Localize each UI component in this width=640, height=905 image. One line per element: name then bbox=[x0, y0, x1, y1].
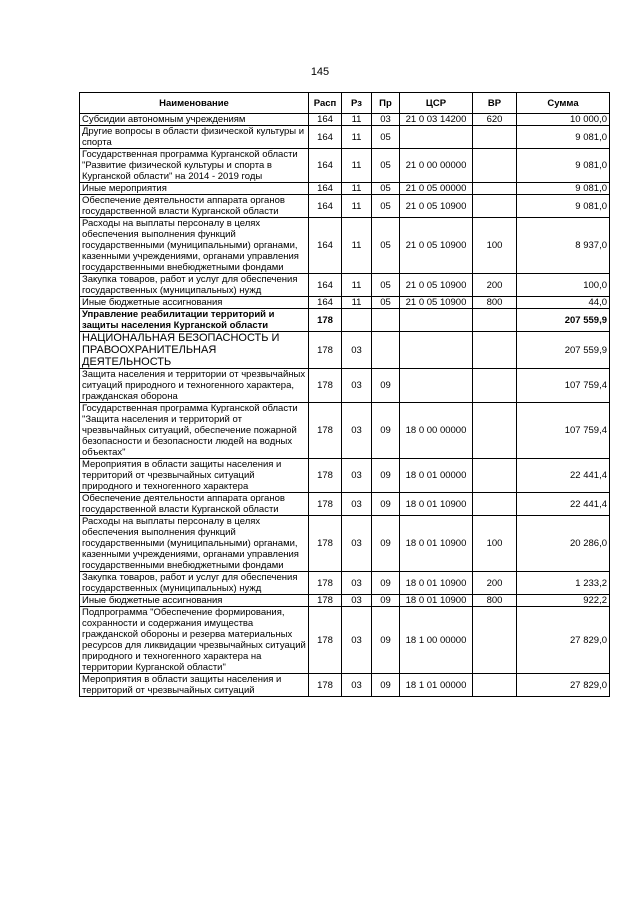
cell-rz: 03 bbox=[342, 403, 372, 459]
cell-pr: 09 bbox=[372, 369, 400, 403]
cell-vr bbox=[473, 126, 517, 149]
cell-name: Субсидии автономным учреждениям bbox=[80, 114, 309, 126]
header-sum: Сумма bbox=[517, 93, 610, 114]
cell-rasp: 164 bbox=[309, 126, 342, 149]
cell-sum: 8 937,0 bbox=[517, 218, 610, 274]
cell-vr: 620 bbox=[473, 114, 517, 126]
cell-rz: 11 bbox=[342, 218, 372, 274]
cell-name: Расходы на выплаты персоналу в целях обеспечения выполнения функций государственными (муниципальными) органами, казенными учреждениями, органами управления государственными внебюджетными фондами bbox=[80, 218, 309, 274]
cell-vr: 200 bbox=[473, 572, 517, 595]
table-row bbox=[80, 493, 610, 516]
cell-sum: 100,0 bbox=[517, 274, 610, 297]
cell-rz: 11 bbox=[342, 297, 372, 309]
cell-rasp: 178 bbox=[309, 674, 342, 697]
cell-csr bbox=[400, 126, 473, 149]
cell-rasp: 164 bbox=[309, 183, 342, 195]
cell-name: Защита населения и территории от чрезвычайных ситуаций природного и техногенного характера, гражданская оборона bbox=[80, 369, 309, 403]
cell-name: Подпрограмма "Обеспечение формирования, сохранности и содержания имущества гражданской обороны и резерва материальных ресурсов для ликвидации чрезвычайных ситуаций природного и техногенного характера на территории Курганской области" bbox=[80, 607, 309, 674]
cell-rz: 03 bbox=[342, 369, 372, 403]
cell-rz: 11 bbox=[342, 149, 372, 183]
cell-csr: 21 0 05 10900 bbox=[400, 274, 473, 297]
page-number: 145 bbox=[310, 66, 330, 78]
cell-sum: 10 000,0 bbox=[517, 114, 610, 126]
cell-vr bbox=[473, 403, 517, 459]
cell-rz: 03 bbox=[342, 572, 372, 595]
cell-vr bbox=[473, 369, 517, 403]
table-row bbox=[80, 309, 610, 332]
cell-rz: 11 bbox=[342, 126, 372, 149]
cell-vr bbox=[473, 309, 517, 332]
cell-rasp: 178 bbox=[309, 369, 342, 403]
cell-rasp: 164 bbox=[309, 274, 342, 297]
table-row bbox=[80, 369, 610, 403]
cell-pr bbox=[372, 332, 400, 369]
cell-pr: 05 bbox=[372, 183, 400, 195]
cell-csr: 18 1 01 00000 bbox=[400, 674, 473, 697]
table-header-row bbox=[80, 93, 610, 114]
cell-name: Обеспечение деятельности аппарата органов государственной власти Курганской области bbox=[80, 493, 309, 516]
cell-csr: 21 0 05 10900 bbox=[400, 195, 473, 218]
cell-pr: 09 bbox=[372, 572, 400, 595]
cell-vr bbox=[473, 459, 517, 493]
cell-vr: 200 bbox=[473, 274, 517, 297]
cell-sum: 1 233,2 bbox=[517, 572, 610, 595]
cell-sum: 22 441,4 bbox=[517, 459, 610, 493]
cell-csr bbox=[400, 309, 473, 332]
cell-csr bbox=[400, 332, 473, 369]
table-row bbox=[80, 126, 610, 149]
cell-pr: 09 bbox=[372, 493, 400, 516]
cell-rz: 11 bbox=[342, 195, 372, 218]
cell-sum: 207 559,9 bbox=[517, 309, 610, 332]
cell-name: Закупка товаров, работ и услуг для обеспечения государственных (муниципальных) нужд bbox=[80, 274, 309, 297]
cell-rasp: 178 bbox=[309, 607, 342, 674]
cell-rz bbox=[342, 309, 372, 332]
cell-vr bbox=[473, 183, 517, 195]
cell-rz: 03 bbox=[342, 459, 372, 493]
cell-name: Иные бюджетные ассигнования bbox=[80, 595, 309, 607]
cell-csr: 18 1 00 00000 bbox=[400, 607, 473, 674]
table-row bbox=[80, 595, 610, 607]
table-row bbox=[80, 274, 610, 297]
cell-vr: 800 bbox=[473, 297, 517, 309]
cell-csr: 18 0 01 10900 bbox=[400, 572, 473, 595]
cell-sum: 107 759,4 bbox=[517, 369, 610, 403]
cell-name: Мероприятия в области защиты населения и территорий от чрезвычайных ситуаций bbox=[80, 674, 309, 697]
cell-pr: 05 bbox=[372, 126, 400, 149]
table-row bbox=[80, 297, 610, 309]
cell-pr: 05 bbox=[372, 297, 400, 309]
table-row bbox=[80, 459, 610, 493]
cell-rasp: 164 bbox=[309, 195, 342, 218]
cell-csr: 21 0 05 00000 bbox=[400, 183, 473, 195]
cell-vr bbox=[473, 493, 517, 516]
cell-pr: 09 bbox=[372, 403, 400, 459]
cell-name: Иные бюджетные ассигнования bbox=[80, 297, 309, 309]
cell-pr: 09 bbox=[372, 674, 400, 697]
table-row bbox=[80, 149, 610, 183]
cell-rz: 11 bbox=[342, 183, 372, 195]
cell-name: Государственная программа Курганской области "Развитие физической культуры и спорта в Курганской области" на 2014 - 2019 годы bbox=[80, 149, 309, 183]
cell-name: Мероприятия в области защиты населения и территорий от чрезвычайных ситуаций природного и техногенного характера bbox=[80, 459, 309, 493]
budget-table bbox=[79, 92, 610, 697]
cell-pr bbox=[372, 309, 400, 332]
cell-csr: 21 0 00 00000 bbox=[400, 149, 473, 183]
cell-sum: 9 081,0 bbox=[517, 183, 610, 195]
header-csr: ЦСР bbox=[400, 93, 473, 114]
cell-name: Иные мероприятия bbox=[80, 183, 309, 195]
cell-sum: 44,0 bbox=[517, 297, 610, 309]
table-row bbox=[80, 516, 610, 572]
cell-csr: 18 0 01 10900 bbox=[400, 493, 473, 516]
cell-pr: 09 bbox=[372, 459, 400, 493]
cell-rasp: 178 bbox=[309, 403, 342, 459]
cell-rz: 03 bbox=[342, 332, 372, 369]
table-row bbox=[80, 218, 610, 274]
table-body bbox=[80, 114, 610, 697]
cell-csr: 21 0 05 10900 bbox=[400, 297, 473, 309]
cell-csr: 18 0 00 00000 bbox=[400, 403, 473, 459]
cell-rasp: 178 bbox=[309, 516, 342, 572]
cell-csr: 18 0 01 10900 bbox=[400, 516, 473, 572]
table-row bbox=[80, 607, 610, 674]
cell-name: НАЦИОНАЛЬНАЯ БЕЗОПАСНОСТЬ И ПРАВООХРАНИТЕЛЬНАЯ ДЕЯТЕЛЬНОСТЬ bbox=[80, 332, 309, 369]
cell-name: Управление реабилитации территорий и защиты населения Курганской области bbox=[80, 309, 309, 332]
cell-sum: 922,2 bbox=[517, 595, 610, 607]
cell-sum: 27 829,0 bbox=[517, 607, 610, 674]
cell-rasp: 178 bbox=[309, 572, 342, 595]
cell-name: Расходы на выплаты персоналу в целях обеспечения выполнения функций государственными (муниципальными) органами, казенными учреждениями, органами управления государственными внебюджетными фондами bbox=[80, 516, 309, 572]
cell-vr bbox=[473, 195, 517, 218]
cell-rasp: 164 bbox=[309, 297, 342, 309]
cell-pr: 05 bbox=[372, 274, 400, 297]
cell-rasp: 178 bbox=[309, 332, 342, 369]
cell-name: Закупка товаров, работ и услуг для обеспечения государственных (муниципальных) нужд bbox=[80, 572, 309, 595]
cell-rz: 03 bbox=[342, 516, 372, 572]
cell-pr: 09 bbox=[372, 607, 400, 674]
cell-rasp: 178 bbox=[309, 595, 342, 607]
cell-rasp: 178 bbox=[309, 459, 342, 493]
table-row bbox=[80, 195, 610, 218]
cell-vr bbox=[473, 674, 517, 697]
table-row bbox=[80, 183, 610, 195]
header-rasp: Расп bbox=[309, 93, 342, 114]
cell-rz: 03 bbox=[342, 493, 372, 516]
cell-rasp: 178 bbox=[309, 493, 342, 516]
cell-rz: 11 bbox=[342, 274, 372, 297]
cell-name: Государственная программа Курганской области "Защита населения и территорий от чрезвычайных ситуаций, обеспечение пожарной безопасности и безопасности людей на водных объектах" bbox=[80, 403, 309, 459]
cell-csr: 21 0 03 14200 bbox=[400, 114, 473, 126]
cell-vr bbox=[473, 332, 517, 369]
cell-vr: 800 bbox=[473, 595, 517, 607]
cell-sum: 27 829,0 bbox=[517, 674, 610, 697]
table-row bbox=[80, 674, 610, 697]
cell-vr bbox=[473, 607, 517, 674]
cell-csr: 18 0 01 10900 bbox=[400, 595, 473, 607]
cell-csr: 21 0 05 10900 bbox=[400, 218, 473, 274]
cell-pr: 09 bbox=[372, 595, 400, 607]
table-row bbox=[80, 114, 610, 126]
cell-sum: 9 081,0 bbox=[517, 195, 610, 218]
cell-vr: 100 bbox=[473, 218, 517, 274]
cell-rz: 03 bbox=[342, 607, 372, 674]
header-pr: Пр bbox=[372, 93, 400, 114]
cell-vr: 100 bbox=[473, 516, 517, 572]
cell-rasp: 164 bbox=[309, 218, 342, 274]
cell-vr bbox=[473, 149, 517, 183]
cell-pr: 05 bbox=[372, 218, 400, 274]
cell-sum: 107 759,4 bbox=[517, 403, 610, 459]
cell-pr: 09 bbox=[372, 516, 400, 572]
cell-rasp: 164 bbox=[309, 114, 342, 126]
cell-sum: 9 081,0 bbox=[517, 126, 610, 149]
header-name: Наименование bbox=[80, 93, 309, 114]
cell-pr: 05 bbox=[372, 149, 400, 183]
header-vr: ВР bbox=[473, 93, 517, 114]
cell-rasp: 178 bbox=[309, 309, 342, 332]
cell-pr: 03 bbox=[372, 114, 400, 126]
cell-name: Другие вопросы в области физической культуры и спорта bbox=[80, 126, 309, 149]
cell-rz: 03 bbox=[342, 674, 372, 697]
table-row bbox=[80, 572, 610, 595]
table-row bbox=[80, 403, 610, 459]
cell-name: Обеспечение деятельности аппарата органов государственной власти Курганской области bbox=[80, 195, 309, 218]
header-rz: Рз bbox=[342, 93, 372, 114]
cell-rasp: 164 bbox=[309, 149, 342, 183]
cell-sum: 207 559,9 bbox=[517, 332, 610, 369]
cell-pr: 05 bbox=[372, 195, 400, 218]
cell-sum: 20 286,0 bbox=[517, 516, 610, 572]
table-row bbox=[80, 332, 610, 369]
cell-csr bbox=[400, 369, 473, 403]
cell-sum: 22 441,4 bbox=[517, 493, 610, 516]
cell-sum: 9 081,0 bbox=[517, 149, 610, 183]
cell-rz: 11 bbox=[342, 114, 372, 126]
cell-rz: 03 bbox=[342, 595, 372, 607]
cell-csr: 18 0 01 00000 bbox=[400, 459, 473, 493]
